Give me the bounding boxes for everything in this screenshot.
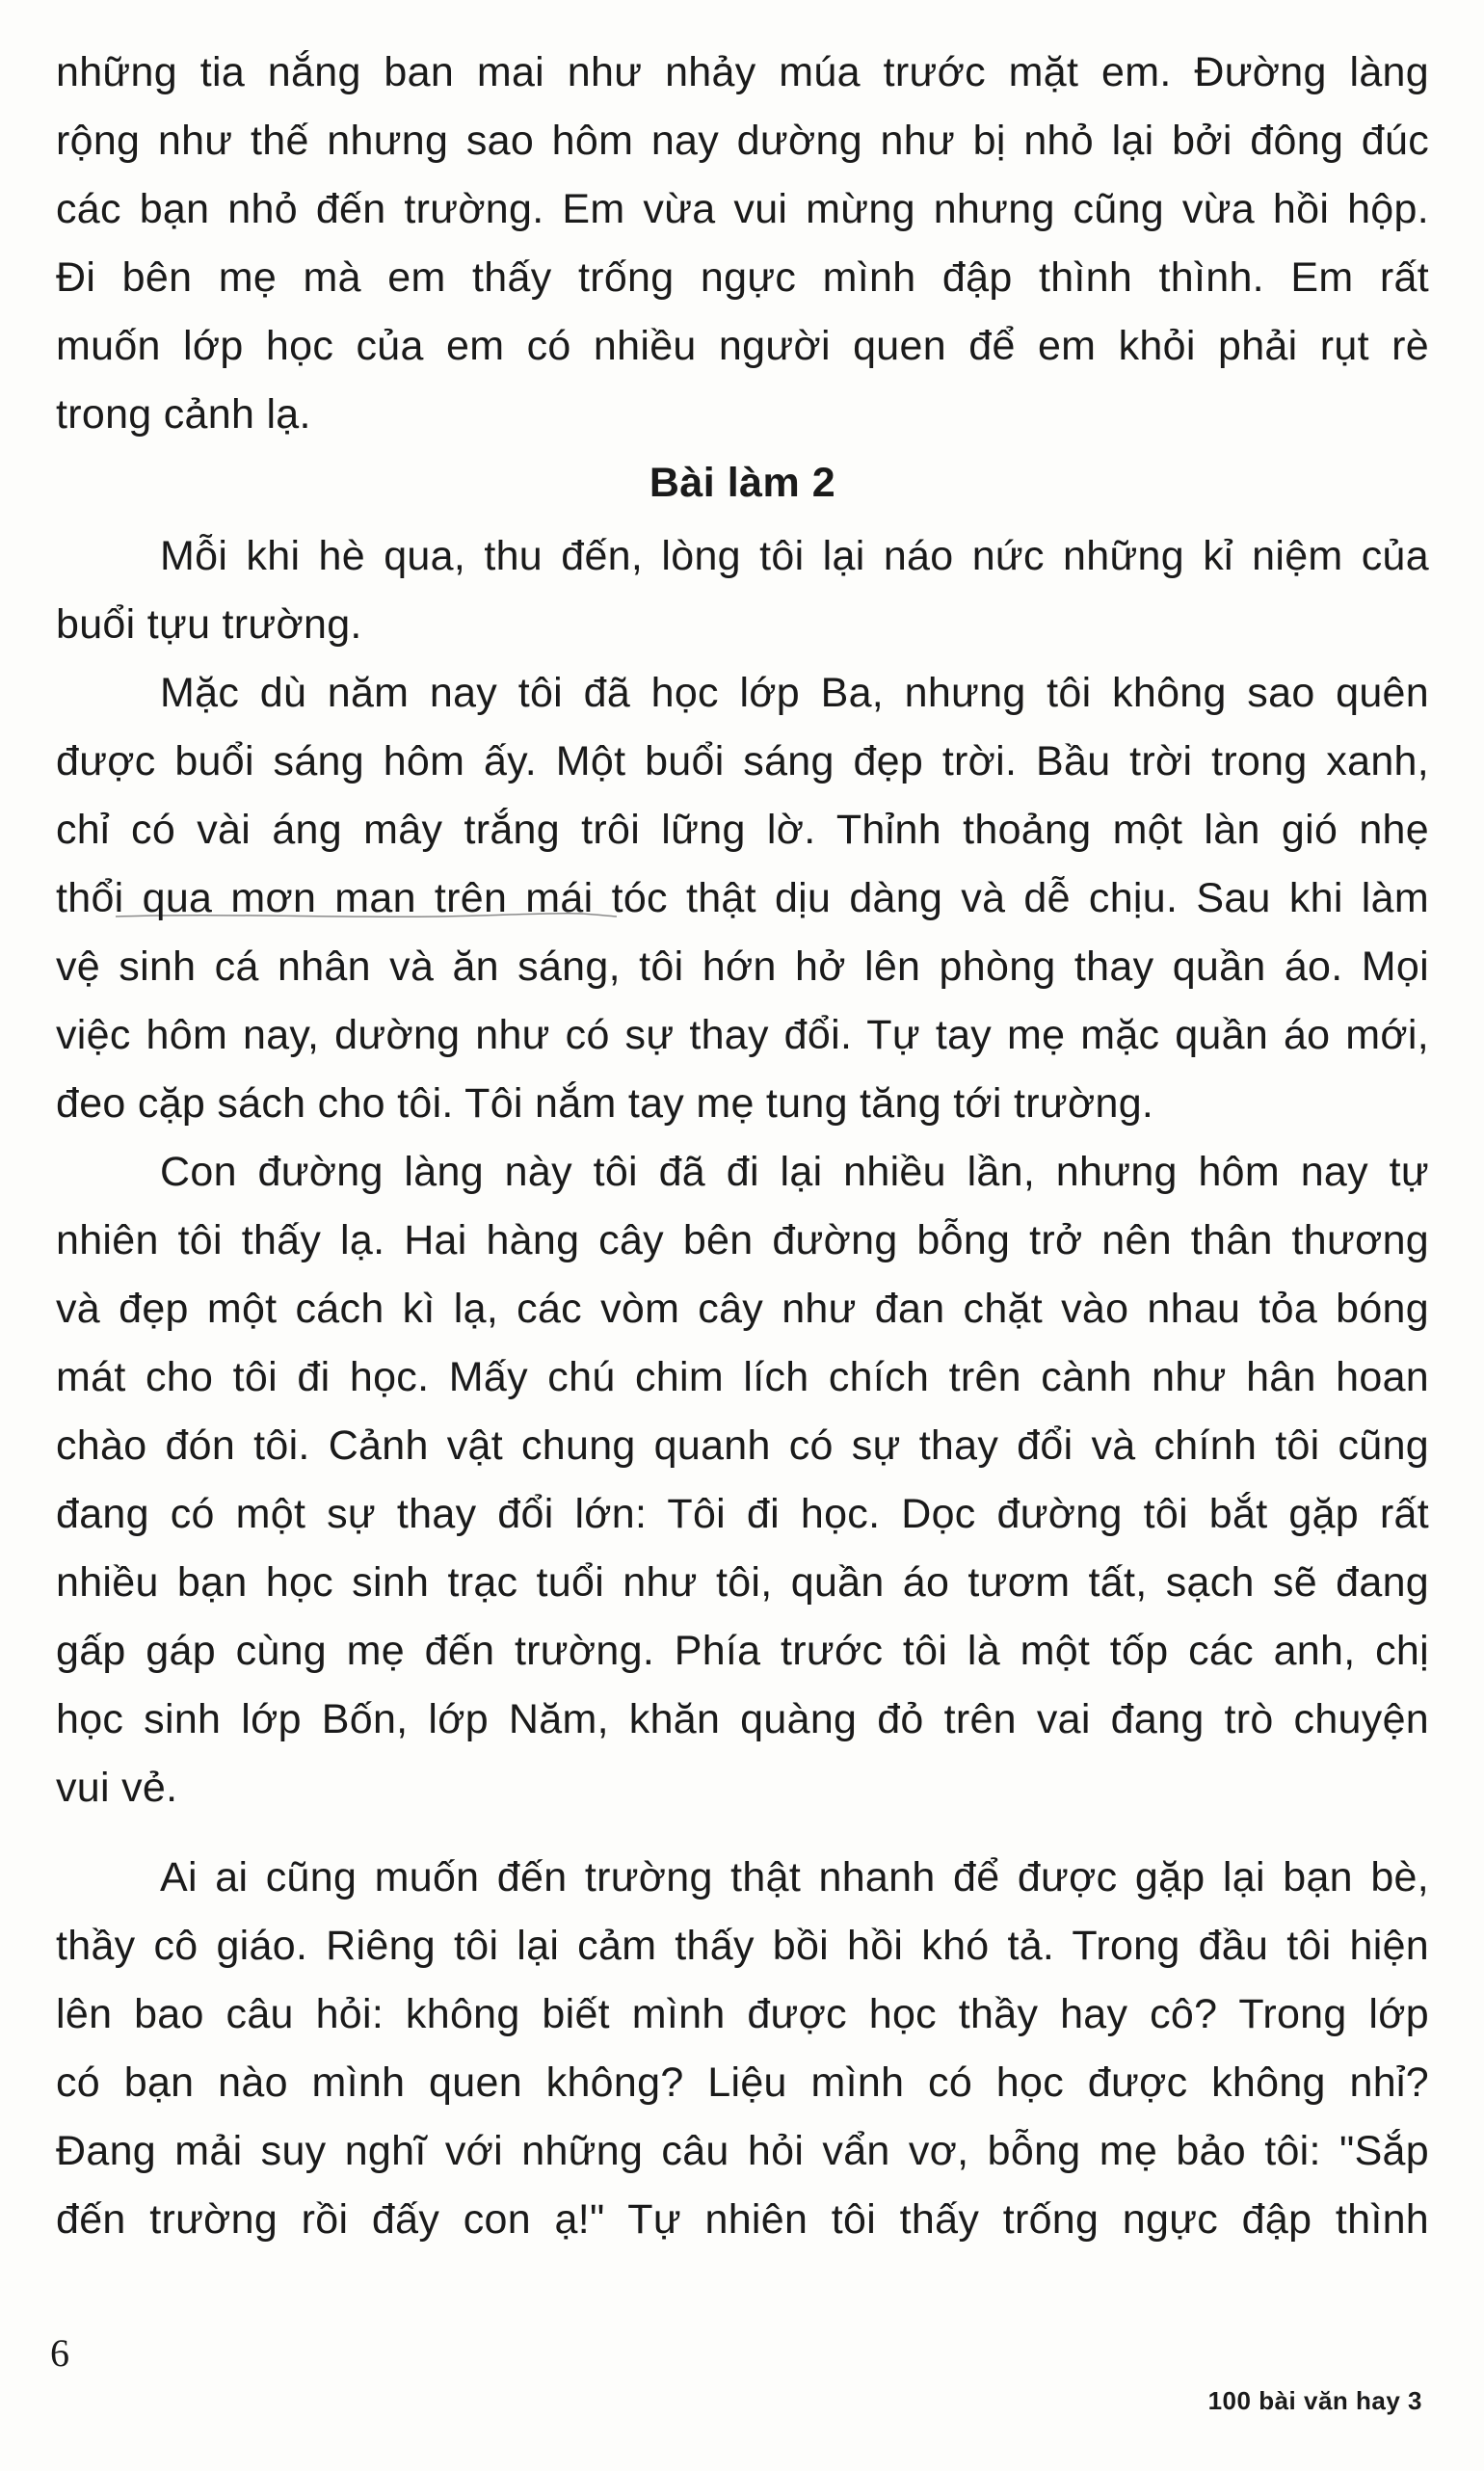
text-line: Đang mải suy nghĩ với những câu hỏi vẩn vơ, bỗng mẹ bảo tôi: "Sắp <box>56 2128 1429 2174</box>
book-title-footer: 100 bài văn hay 3 <box>1207 2386 1422 2415</box>
text-line: thầy cô giáo. Riêng tôi lại cảm thấy bồi hồi khó tả. Trong đầu tôi hiện <box>56 1923 1429 1969</box>
text-line: rộng như thế nhưng sao hôm nay dường như bị nhỏ lại bởi đông đúc <box>56 118 1429 164</box>
text-line: gấp gáp cùng mẹ đến trường. Phía trước tôi là một tốp các anh, chị <box>56 1628 1429 1674</box>
section-heading: Bài làm 2 <box>649 460 836 506</box>
text-line: học sinh lớp Bốn, lớp Năm, khăn quàng đỏ trên vai đang trò chuyện <box>56 1696 1429 1742</box>
text-line: Con đường làng này tôi đã đi lại nhiều lần, nhưng hôm nay tự <box>160 1149 1429 1195</box>
text-line: đến trường rồi đấy con ạ!" Tự nhiên tôi thấy trống ngực đập thình <box>56 2196 1429 2243</box>
text-line: chào đón tôi. Cảnh vật chung quanh có sự thay đổi và chính tôi cũng <box>56 1422 1429 1469</box>
text-line: muốn lớp học của em có nhiều người quen để em khỏi phải rụt rè <box>56 323 1429 369</box>
text-line: và đẹp một cách kì lạ, các vòm cây như đan chặt vào nhau tỏa bóng <box>56 1286 1429 1332</box>
text-line: đeo cặp sách cho tôi. Tôi nắm tay mẹ tung tăng tới trường. <box>56 1080 1154 1127</box>
text-line: Đi bên mẹ mà em thấy trống ngực mình đập thình thình. Em rất <box>56 254 1429 301</box>
text-line: nhiên tôi thấy lạ. Hai hàng cây bên đường bỗng trở nên thân thương <box>56 1217 1429 1263</box>
text-line: việc hôm nay, dường như có sự thay đổi. Tự tay mẹ mặc quần áo mới, <box>56 1012 1429 1058</box>
text-line: Ai ai cũng muốn đến trường thật nhanh để được gặp lại bạn bè, <box>160 1854 1429 1900</box>
text-line: trong cảnh lạ. <box>56 391 311 438</box>
text-line: thổi qua mơn man trên mái tóc thật dịu dàng và dễ chịu. Sau khi làm <box>56 875 1429 921</box>
page-number: 6 <box>50 2331 69 2375</box>
text-line: chỉ có vài áng mây trắng trôi lững lờ. Thỉnh thoảng một làn gió nhẹ <box>56 807 1429 853</box>
text-line: vệ sinh cá nhân và ăn sáng, tôi hớn hở lên phòng thay quần áo. Mọi <box>56 943 1429 990</box>
text-line: Mặc dù năm nay tôi đã học lớp Ba, nhưng tôi không sao quên <box>160 670 1429 716</box>
text-line: được buổi sáng hôm ấy. Một buổi sáng đẹp trời. Bầu trời trong xanh, <box>56 738 1429 784</box>
text-line: buổi tựu trường. <box>56 601 362 648</box>
text-line: các bạn nhỏ đến trường. Em vừa vui mừng nhưng cũng vừa hồi hộp. <box>56 186 1429 232</box>
text-line: Mỗi khi hè qua, thu đến, lòng tôi lại náo nức những kỉ niệm của <box>160 533 1429 579</box>
text-line: vui vẻ. <box>56 1765 178 1811</box>
text-line: có bạn nào mình quen không? Liệu mình có học được không nhỉ? <box>56 2059 1429 2106</box>
text-line: mát cho tôi đi học. Mấy chú chim lích chích trên cành như hân hoan <box>56 1354 1429 1400</box>
paragraph-gap <box>56 1822 1429 1844</box>
text-line: những tia nắng ban mai như nhảy múa trước mặt em. Đường làng <box>56 49 1429 95</box>
text-line: lên bao câu hỏi: không biết mình được học thầy hay cô? Trong lớp <box>56 1991 1429 2037</box>
text-line: nhiều bạn học sinh trạc tuổi như tôi, quần áo tươm tất, sạch sẽ đang <box>56 1559 1429 1606</box>
text-line: đang có một sự thay đổi lớn: Tôi đi học. Dọc đường tôi bắt gặp rất <box>56 1491 1429 1537</box>
body-text <box>56 39 1429 2254</box>
